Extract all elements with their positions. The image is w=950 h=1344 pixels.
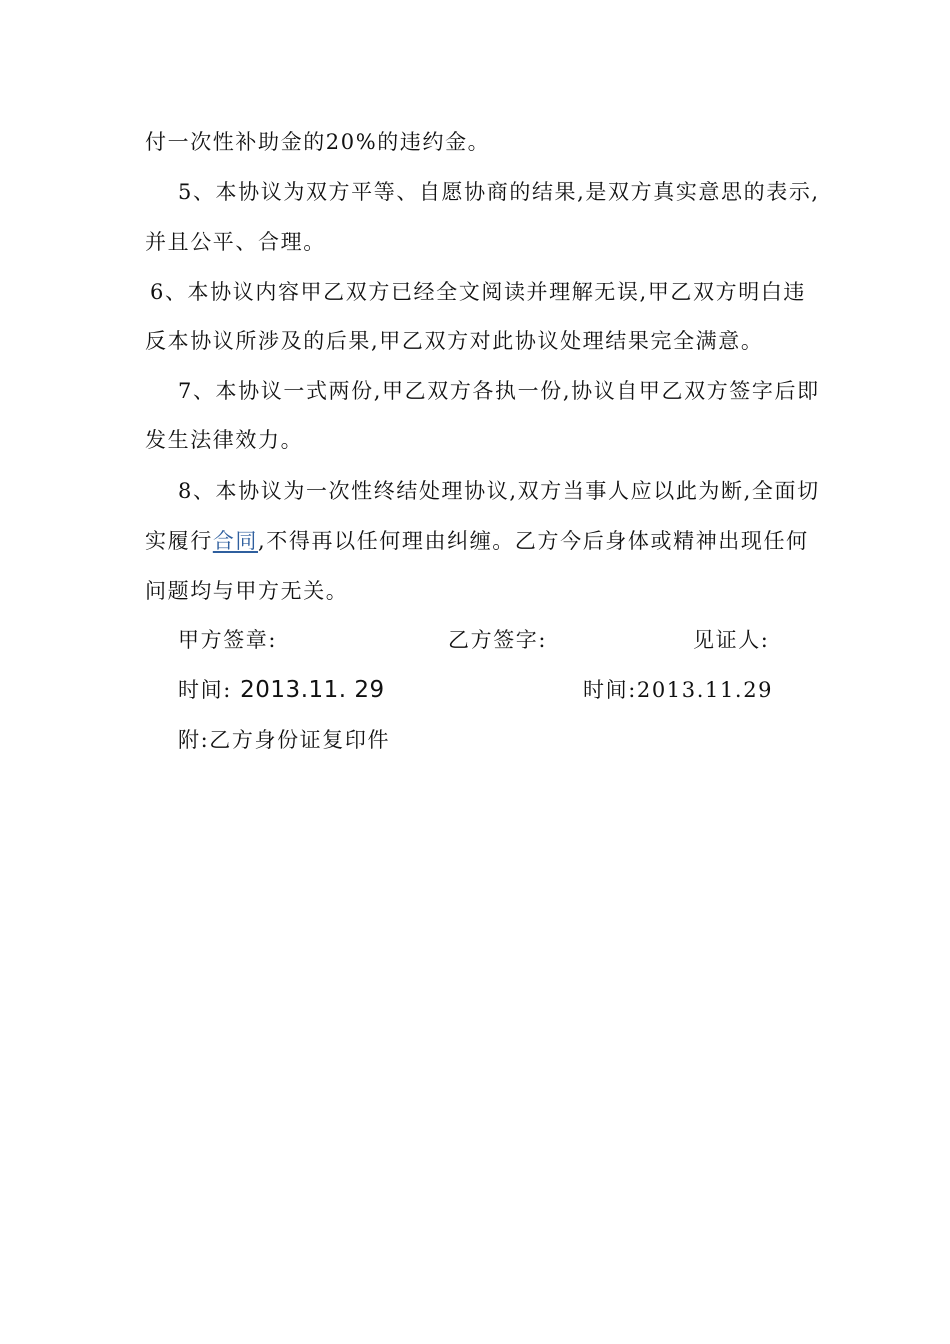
paragraph-7-line-1: 7、本协议一式两份,甲乙双方各执一份,协议自甲乙双方签字后即 bbox=[178, 379, 820, 403]
paragraph-5-line-1: 5、本协议为双方平等、自愿协商的结果,是双方真实意思的表示, bbox=[178, 180, 820, 204]
date-b bbox=[583, 675, 773, 705]
date-a bbox=[178, 675, 385, 705]
date-a-label: 时间: bbox=[178, 678, 232, 702]
paragraph-6-line-2: 反本协议所涉及的后果,甲乙双方对此协议处理结果完全满意。 bbox=[145, 329, 764, 353]
paragraph-7-line-2: 发生法律效力。 bbox=[145, 428, 304, 452]
witness-label: 见证人: bbox=[693, 628, 770, 652]
attachment-note: 附:乙方身份证复印件 bbox=[178, 728, 391, 752]
paragraph-8-line-1: 8、本协议为一次性终结处理协议,双方当事人应以此为断,全面切 bbox=[178, 479, 820, 503]
date-b-value: 2013.11.29 bbox=[636, 678, 774, 702]
paragraph-8-line-2-suffix: ,不得再以任何理由纠缠。乙方今后身体或精神出现任何 bbox=[258, 529, 809, 553]
date-a-value: 2013.11. 29 bbox=[240, 677, 385, 703]
party-b-signature-label: 乙方签字: bbox=[448, 628, 548, 652]
date-b-label: 时间: bbox=[583, 678, 637, 702]
party-a-signature-label: 甲方签章: bbox=[178, 628, 278, 652]
contract-link[interactable]: 合同 bbox=[212, 529, 259, 553]
paragraph-6-line-1: 6、本协议内容甲乙双方已经全文阅读并理解无误,甲乙双方明白违 bbox=[150, 280, 807, 304]
paragraph-8-line-2-prefix: 实履行 bbox=[145, 529, 213, 553]
paragraph-5-line-2: 并且公平、合理。 bbox=[145, 230, 326, 254]
paragraph-8-line-3: 问题均与甲方无关。 bbox=[145, 579, 349, 603]
paragraph-8-line-2 bbox=[145, 526, 809, 556]
paragraph-4-tail: 付一次性补助金的20%的违约金。 bbox=[145, 130, 491, 154]
